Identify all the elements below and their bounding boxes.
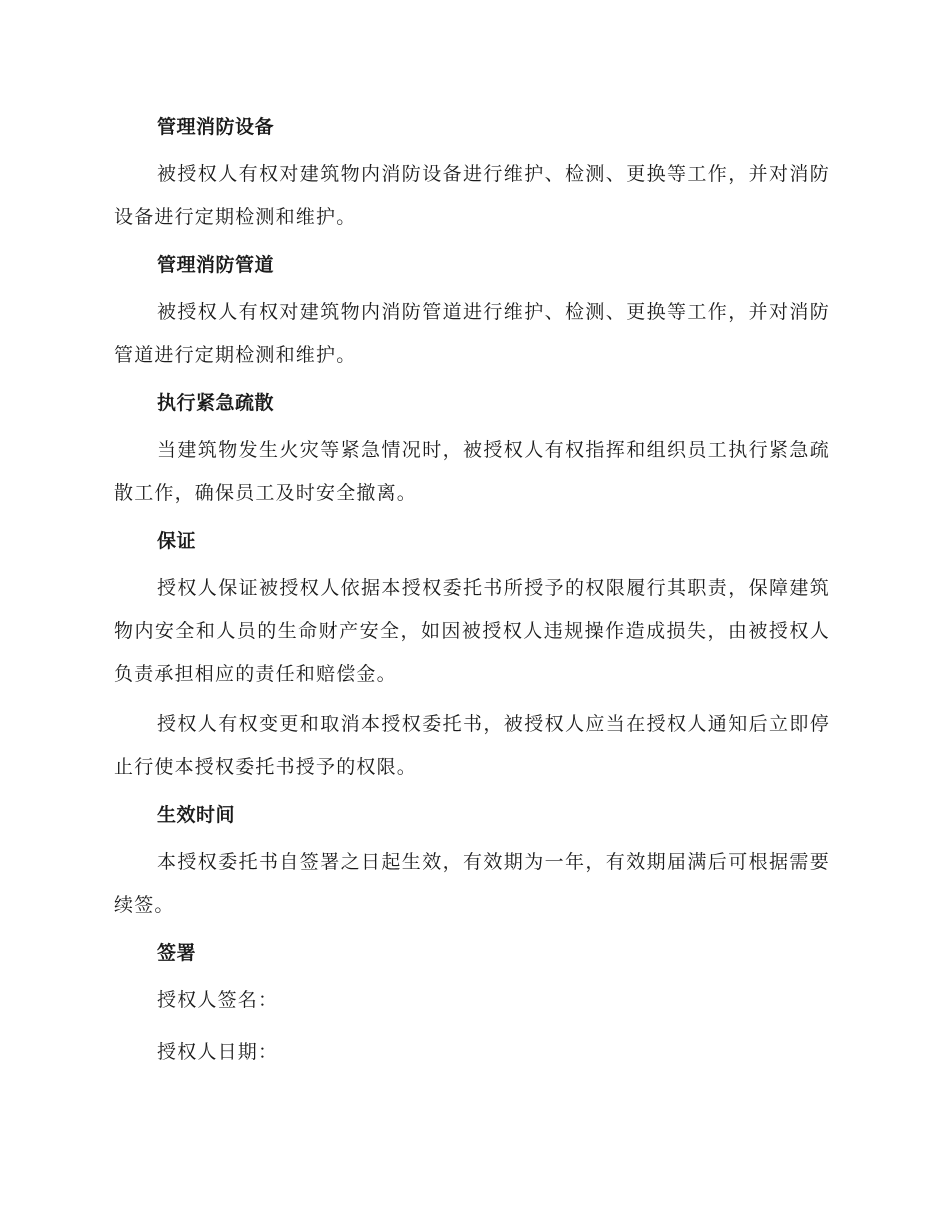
section-paragraph-guarantee-2: 授权人有权变更和取消本授权委托书，被授权人应当在授权人通知后立即停止行使本授权委托书授予的权限。 <box>114 713 830 778</box>
section-paragraph-guarantee-1: 授权人保证被授权人依据本授权委托书所授予的权限履行其职责，保障建筑物内安全和人员的生命财产安全，如因被授权人违规操作造成损失，由被授权人负责承担相应的责任和赔偿金。 <box>114 577 830 685</box>
section-heading-fire-pipes: 管理消防管道 <box>157 254 275 276</box>
document-page <box>114 108 830 1083</box>
section-paragraph-fire-pipes: 被授权人有权对建筑物内消防管道进行维护、检测、更换等工作，并对消防管道进行定期检测和维护。 <box>114 301 830 366</box>
signature-label: 授权人签名： <box>157 989 279 1011</box>
section-paragraph-fire-equipment: 被授权人有权对建筑物内消防设备进行维护、检测、更换等工作，并对消防设备进行定期检测和维护。 <box>114 163 830 228</box>
section-heading-signature: 签署 <box>157 942 197 964</box>
section-paragraph-effective-time: 本授权委托书自签署之日起生效，有效期为一年，有效期届满后可根据需要续签。 <box>114 851 830 916</box>
section-heading-emergency-evacuation: 执行紧急疏散 <box>157 392 275 414</box>
section-heading-fire-equipment: 管理消防设备 <box>157 116 275 138</box>
signature-date-label: 授权人日期： <box>157 1041 279 1063</box>
section-heading-effective-time: 生效时间 <box>157 804 236 826</box>
section-heading-guarantee: 保证 <box>157 530 197 552</box>
section-paragraph-emergency-evacuation: 当建筑物发生火灾等紧急情况时，被授权人有权指挥和组织员工执行紧急疏散工作，确保员工及时安全撤离。 <box>114 439 830 504</box>
